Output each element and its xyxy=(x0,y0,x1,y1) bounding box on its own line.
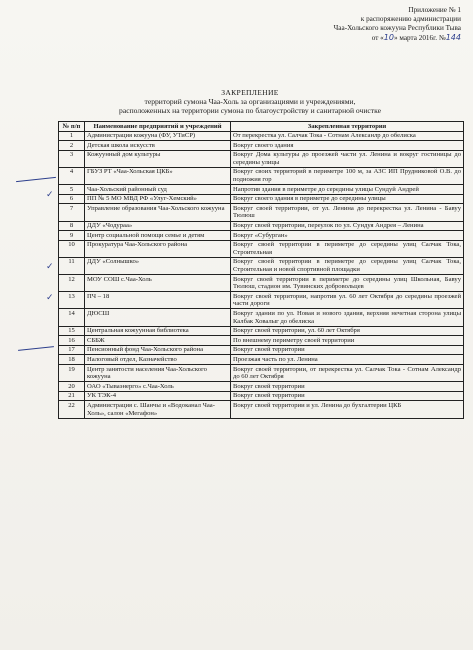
assigned-territory: По внешнему периметру своей территории xyxy=(231,336,464,346)
table-row xyxy=(59,185,464,195)
organization-name: Чаа-Хольский районный суд xyxy=(85,185,231,195)
row-number: 22 xyxy=(59,401,85,418)
assigned-territory: Вокруг своего здания xyxy=(231,141,464,151)
row-number: 19 xyxy=(59,365,85,382)
organization-name: ДЮСШ xyxy=(85,309,231,326)
row-number: 8 xyxy=(59,221,85,231)
assigned-territory: Вокруг своей территории xyxy=(231,345,464,355)
table-row xyxy=(59,204,464,221)
assigned-territory: Вокруг своей территории xyxy=(231,382,464,392)
row-number: 10 xyxy=(59,240,85,257)
assigned-territory: От перекрестка ул. Салчак Тока - Сотнам Алексанлр до обелиска xyxy=(231,131,464,141)
assigned-territory: Вокруг своей территории, напротив ул. 60 лет Октября до середины проезжей части дороги xyxy=(231,292,464,309)
header-organization: Наименование предприятий и учреждений xyxy=(85,122,231,132)
table-row xyxy=(59,231,464,241)
title-line-1: территорий сумона Чаа-Холь за организациями и учреждениями, xyxy=(144,97,356,107)
header-number: № п/п xyxy=(59,122,85,132)
organization-name: ДДУ «Солнышко» xyxy=(85,257,231,274)
assigned-territory: Вокруг своей территории, от ул. Ленина до перекрестка ул. Ленина - Бавуу Тюлюш xyxy=(231,204,464,221)
assigned-territory: Вокруг своей территории, от перекрестка ул. Салчак Тока - Сотнам Александр до 60 лет Октября xyxy=(231,365,464,382)
row-number: 7 xyxy=(59,204,85,221)
assigned-territory: Вокруг своей территории и ул. Ленина до бухгалтерии ЦКБ xyxy=(231,401,464,418)
table-row xyxy=(59,365,464,382)
appendix-title: Приложение № 1 xyxy=(408,6,461,14)
row-number: 18 xyxy=(59,355,85,365)
table-row xyxy=(59,382,464,392)
assigned-territory: Вокруг «Субурган» xyxy=(231,231,464,241)
table-row xyxy=(59,131,464,141)
assigned-territory: Вокруг своей территории в периметре до середины улиц Салчак Тока, Строительная и новой спортивной площадки xyxy=(231,257,464,274)
organization-name: ГБУЗ РТ «Чаа-Хольская ЦКБ» xyxy=(85,167,231,184)
row-number: 3 xyxy=(59,150,85,167)
table-row xyxy=(59,391,464,401)
row-number: 20 xyxy=(59,382,85,392)
row-number: 17 xyxy=(59,345,85,355)
assigned-territory: Вокруг своих территорий в периметре 100 м, за АЗС ИП Прудниковой О.В. до подножия гор xyxy=(231,167,464,184)
organization-name: МОУ СОШ с.Чаа-Холь xyxy=(85,275,231,292)
appendix-date xyxy=(231,33,461,43)
organization-name: ПЧ – 18 xyxy=(85,292,231,309)
assigned-territory: Вокруг Дома культуры до проезжей части ул. Ленина и вокруг гостиницы до середины улицы xyxy=(231,150,464,167)
organization-name: Администрация кожууна (ФУ, УТиСР) xyxy=(85,131,231,141)
row-number: 15 xyxy=(59,326,85,336)
row-number: 12 xyxy=(59,275,85,292)
row-number: 14 xyxy=(59,309,85,326)
title-line-2: расположенных на территории сумона по благоустройству и санитарной очистке xyxy=(119,106,381,116)
assigned-territory: Вокруг своей территории xyxy=(231,391,464,401)
assigned-territory: Вокруг своей территории, переулок по ул. Сундуя Андрея – Ленина xyxy=(231,221,464,231)
organization-name: Прокуратура Чаа-Хольского района xyxy=(85,240,231,257)
organization-name: Управление образования Чаа-Хольского кожууна xyxy=(85,204,231,221)
appendix-authority: Чаа-Хольского кожууна Республики Тыва xyxy=(333,24,461,32)
table-row xyxy=(59,167,464,184)
table-row xyxy=(59,355,464,365)
assigned-territory: Напротив здания в периметре до середины улицы Сундуй Андрей xyxy=(231,185,464,195)
table-row xyxy=(59,150,464,167)
table-row xyxy=(59,292,464,309)
table-row xyxy=(59,326,464,336)
organization-name: УК ТЭК-4 xyxy=(85,391,231,401)
appendix-reference: к распоряжению администрации xyxy=(360,15,461,23)
handwritten-check-mark: ✓ xyxy=(46,262,54,272)
organization-name: Центр социальной помощи семье и детям xyxy=(85,231,231,241)
organization-name: Кожуунный дом культуры xyxy=(85,150,231,167)
title-heading: ЗАКРЕПЛЕНИЕ xyxy=(221,88,279,97)
row-number: 9 xyxy=(59,231,85,241)
assigned-territory: Вокруг здании по ул. Новая и нового здания, верхняя нечетная сторона улицы Калбак Ховалыг до обелиска xyxy=(231,309,464,326)
table-row xyxy=(59,194,464,204)
handwritten-check-mark: ✓ xyxy=(46,190,54,200)
row-number: 5 xyxy=(59,185,85,195)
organization-name: Центр занятости населения Чаа-Хольского кожууна xyxy=(85,365,231,382)
table-row xyxy=(59,336,464,346)
header-territory: Закрепленная территория xyxy=(231,122,464,132)
table-row xyxy=(59,257,464,274)
table-header-row xyxy=(59,122,464,132)
assigned-territory: Вокруг своего здания в периметре до середины улицы xyxy=(231,194,464,204)
handwritten-stroke xyxy=(18,346,54,351)
organization-name: Пенсионный фонд Чаа-Хольского района xyxy=(85,345,231,355)
organization-name: Центральная кожуунная библиотека xyxy=(85,326,231,336)
assigned-territory: Вокруг своей территории, ул. 60 лет Октября xyxy=(231,326,464,336)
row-number: 16 xyxy=(59,336,85,346)
table-row xyxy=(59,401,464,418)
order-number: 144 xyxy=(445,33,461,42)
row-number: 13 xyxy=(59,292,85,309)
organization-name: Администрация с. Шанчы и «Водоканал Чаа-Холь», салон «Мегафон» xyxy=(85,401,231,418)
organization-name: ПП № 5 МО МВД РФ «Улуг-Хемский» xyxy=(85,194,231,204)
table-row xyxy=(59,141,464,151)
date-day: 10 xyxy=(383,33,394,42)
document-title xyxy=(90,88,410,116)
row-number: 4 xyxy=(59,167,85,184)
appendix-header xyxy=(231,6,461,43)
organization-name: СББЖ xyxy=(85,336,231,346)
row-number: 21 xyxy=(59,391,85,401)
row-number: 1 xyxy=(59,131,85,141)
handwritten-check-mark: ✓ xyxy=(46,293,54,303)
row-number: 6 xyxy=(59,194,85,204)
organization-name: ДДУ «Чодураа» xyxy=(85,221,231,231)
date-middle: » марта 2016г. № xyxy=(393,34,446,42)
assigned-territory: Вокруг своей территории в периметре до середины улиц Школьная, Бавуу Тюлюш, стадион им. Тувинских добровольцев xyxy=(231,275,464,292)
handwritten-stroke xyxy=(16,177,56,182)
organization-name: ОАО «Тываэнерго» с.Чаа-Холь xyxy=(85,382,231,392)
table-row xyxy=(59,221,464,231)
table-row xyxy=(59,309,464,326)
table-row xyxy=(59,240,464,257)
assignment-table xyxy=(58,121,464,419)
table-row xyxy=(59,345,464,355)
row-number: 11 xyxy=(59,257,85,274)
organization-name: Налоговый отдел, Казначейство xyxy=(85,355,231,365)
row-number: 2 xyxy=(59,141,85,151)
assigned-territory: Проезжая часть по ул. Ленина xyxy=(231,355,464,365)
organization-name: Детская школа искусств xyxy=(85,141,231,151)
assigned-territory: Вокруг своей территории в периметре до середины улиц Салчак Тока, Строительная xyxy=(231,240,464,257)
table-row xyxy=(59,275,464,292)
date-prefix: от « xyxy=(371,34,384,42)
